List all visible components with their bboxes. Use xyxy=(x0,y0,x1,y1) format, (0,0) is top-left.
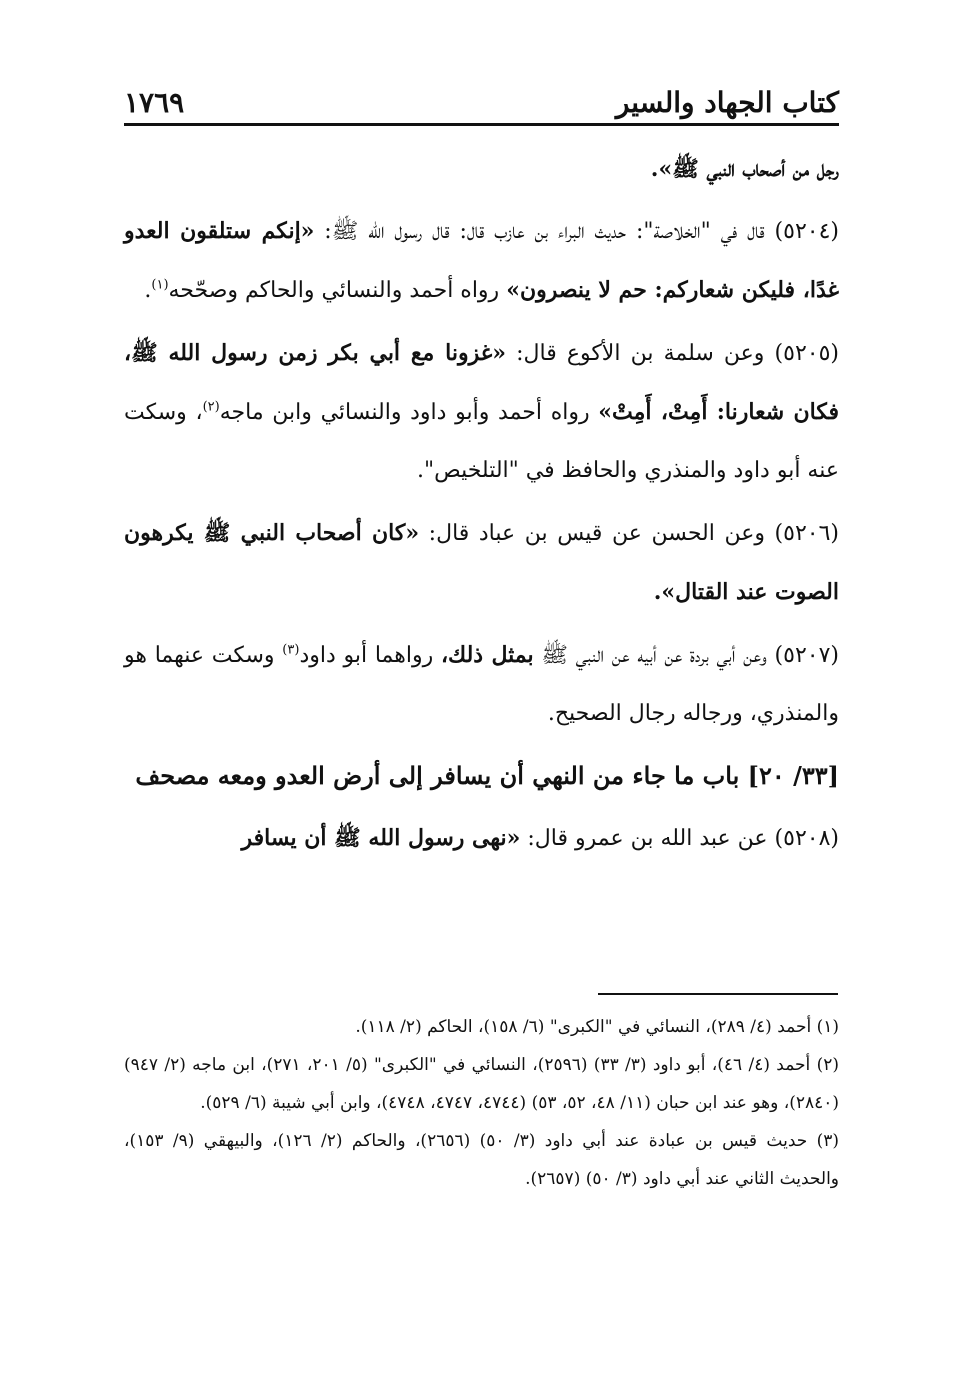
running-header xyxy=(124,86,839,122)
hadith-text: قال في "الخلاصة": حديث البراء بن عازب قال: قال رسول الله ﷺ: xyxy=(324,219,765,244)
hadith-source-continued: وسكت عنهما هو والمنذري، ورجاله رجال الصحيح. xyxy=(124,643,839,726)
hadith-quote: «نهى رسول الله ﷺ أن يسافر xyxy=(241,825,521,851)
hadith-number: (٥٢٠٦) xyxy=(774,521,839,546)
page-number: ١٧٦٩ xyxy=(124,86,185,119)
hadith-source-continued: ، وسكت عنه أبو داود والمنذري والحافظ في "التلخيص". xyxy=(124,400,839,483)
hadith-5205 xyxy=(124,324,839,500)
hadith-text: وعن الحسن عن قيس بن عباد قال: xyxy=(428,521,765,546)
footnote-3: (٣) حديث قيس بن عبادة عند أبي داود (٣/ ٥٠) (٢٦٥٦)، والحاكم (٢/ ١٢٦)، والبيهقي (٩/ ١٥٣)، والحديث الثاني عند أبي داود (٣/ ٥٠) (٢٦٥٧). xyxy=(124,1131,840,1189)
chapter-heading: [٣٣/ ٢٠] باب ما جاء من النهي أن يسافر إلى أرض العدو ومعه مصحف xyxy=(135,761,839,790)
header-rule xyxy=(124,123,839,126)
hadith-number: (٥٢٠٥) xyxy=(774,341,839,366)
footnote-ref[interactable]: (٢) xyxy=(202,399,220,415)
footnote-separator xyxy=(598,993,838,995)
hadith-5204: (٥٢٠٤) قال في "الخلاصة": حديث البراء بن عازب قال: قال رسول الله ﷺ: «إنكم ستلقون العدو غدًا، فليكن شعاركم: حم لا ينصرون» رواه أحمد والنسائي والحاكم وصحّحه$^{(١)}$. xyxy=(124,218,839,303)
hadith-quote: «كان أصحاب النبي ﷺ يكرهون الصوت عند القتال». xyxy=(124,520,839,605)
main-text xyxy=(124,140,839,872)
hadith-source: رواه أحمد والنسائي والحاكم وصحّحه xyxy=(168,278,500,303)
footnotes xyxy=(124,1008,839,1198)
hadith-number: (٥٢٠٨) xyxy=(774,826,839,851)
footnote-ref[interactable]: (١) xyxy=(151,277,169,293)
hadith-5206 xyxy=(124,504,839,622)
hadith-text: عن عبد الله بن عمرو قال: xyxy=(527,826,768,851)
hadith-5208 xyxy=(124,809,839,868)
hadith-number: (٥٢٠٤) xyxy=(774,219,839,244)
hadith-quote: «غزونا مع أبي بكر زمن رسول الله ﷺ، فكان شعارنا: أَمِتْ، أَمِتْ» xyxy=(124,340,839,425)
hadith-text: وعن سلمة بن الأكوع قال: xyxy=(516,341,765,366)
running-header-title: كتاب الجهاد والسير xyxy=(615,86,839,119)
hadith-5207 xyxy=(124,626,839,743)
hadith-quote: «إنكم ستلقون العدو غدًا، فليكن شعاركم: حم لا ينصرون» xyxy=(124,218,839,303)
footnote-ref[interactable]: (٣) xyxy=(282,642,300,658)
hadith-source: رواه أحمد وأبو داود والنسائي وابن ماجه xyxy=(219,400,590,425)
hadith-number: (٥٢٠٧) xyxy=(774,643,839,668)
footnote-1: (١) أحمد (٤/ ٢٨٩)، النسائي في "الكبرى" (٦/ ١٥٨)، الحاكم (٢/ ١١٨). xyxy=(355,1017,839,1037)
paragraph-continuation xyxy=(124,140,839,198)
hadith-emphasis: بمثل ذلك، xyxy=(440,642,534,668)
paragraph-text: رجل من أصحاب النبي ﷺ». xyxy=(650,156,839,182)
footnote-2: (٢) أحمد (٤/ ٤٦)، أبو داود (٣/ ٣٣) (٢٥٩٦)، النسائي في "الكبرى" (٥/ ٢٠١، ٢٧١)، ابن ماجه (٢/ ٩٤٧) (٢٨٤٠)، وهو عند ابن حبان (١١/ ٤٨، ٥٢، ٥٣) (٤٧٤٤، ٤٧٤٧، ٤٧٤٨)، وابن أبي شيبة (٦/ ٥٢٩). xyxy=(124,1055,839,1113)
hadith-source: رواهما أبو داود xyxy=(299,643,434,668)
hadith-text: وعن أبي بردة عن أبيه عن النبي ﷺ xyxy=(541,643,767,668)
